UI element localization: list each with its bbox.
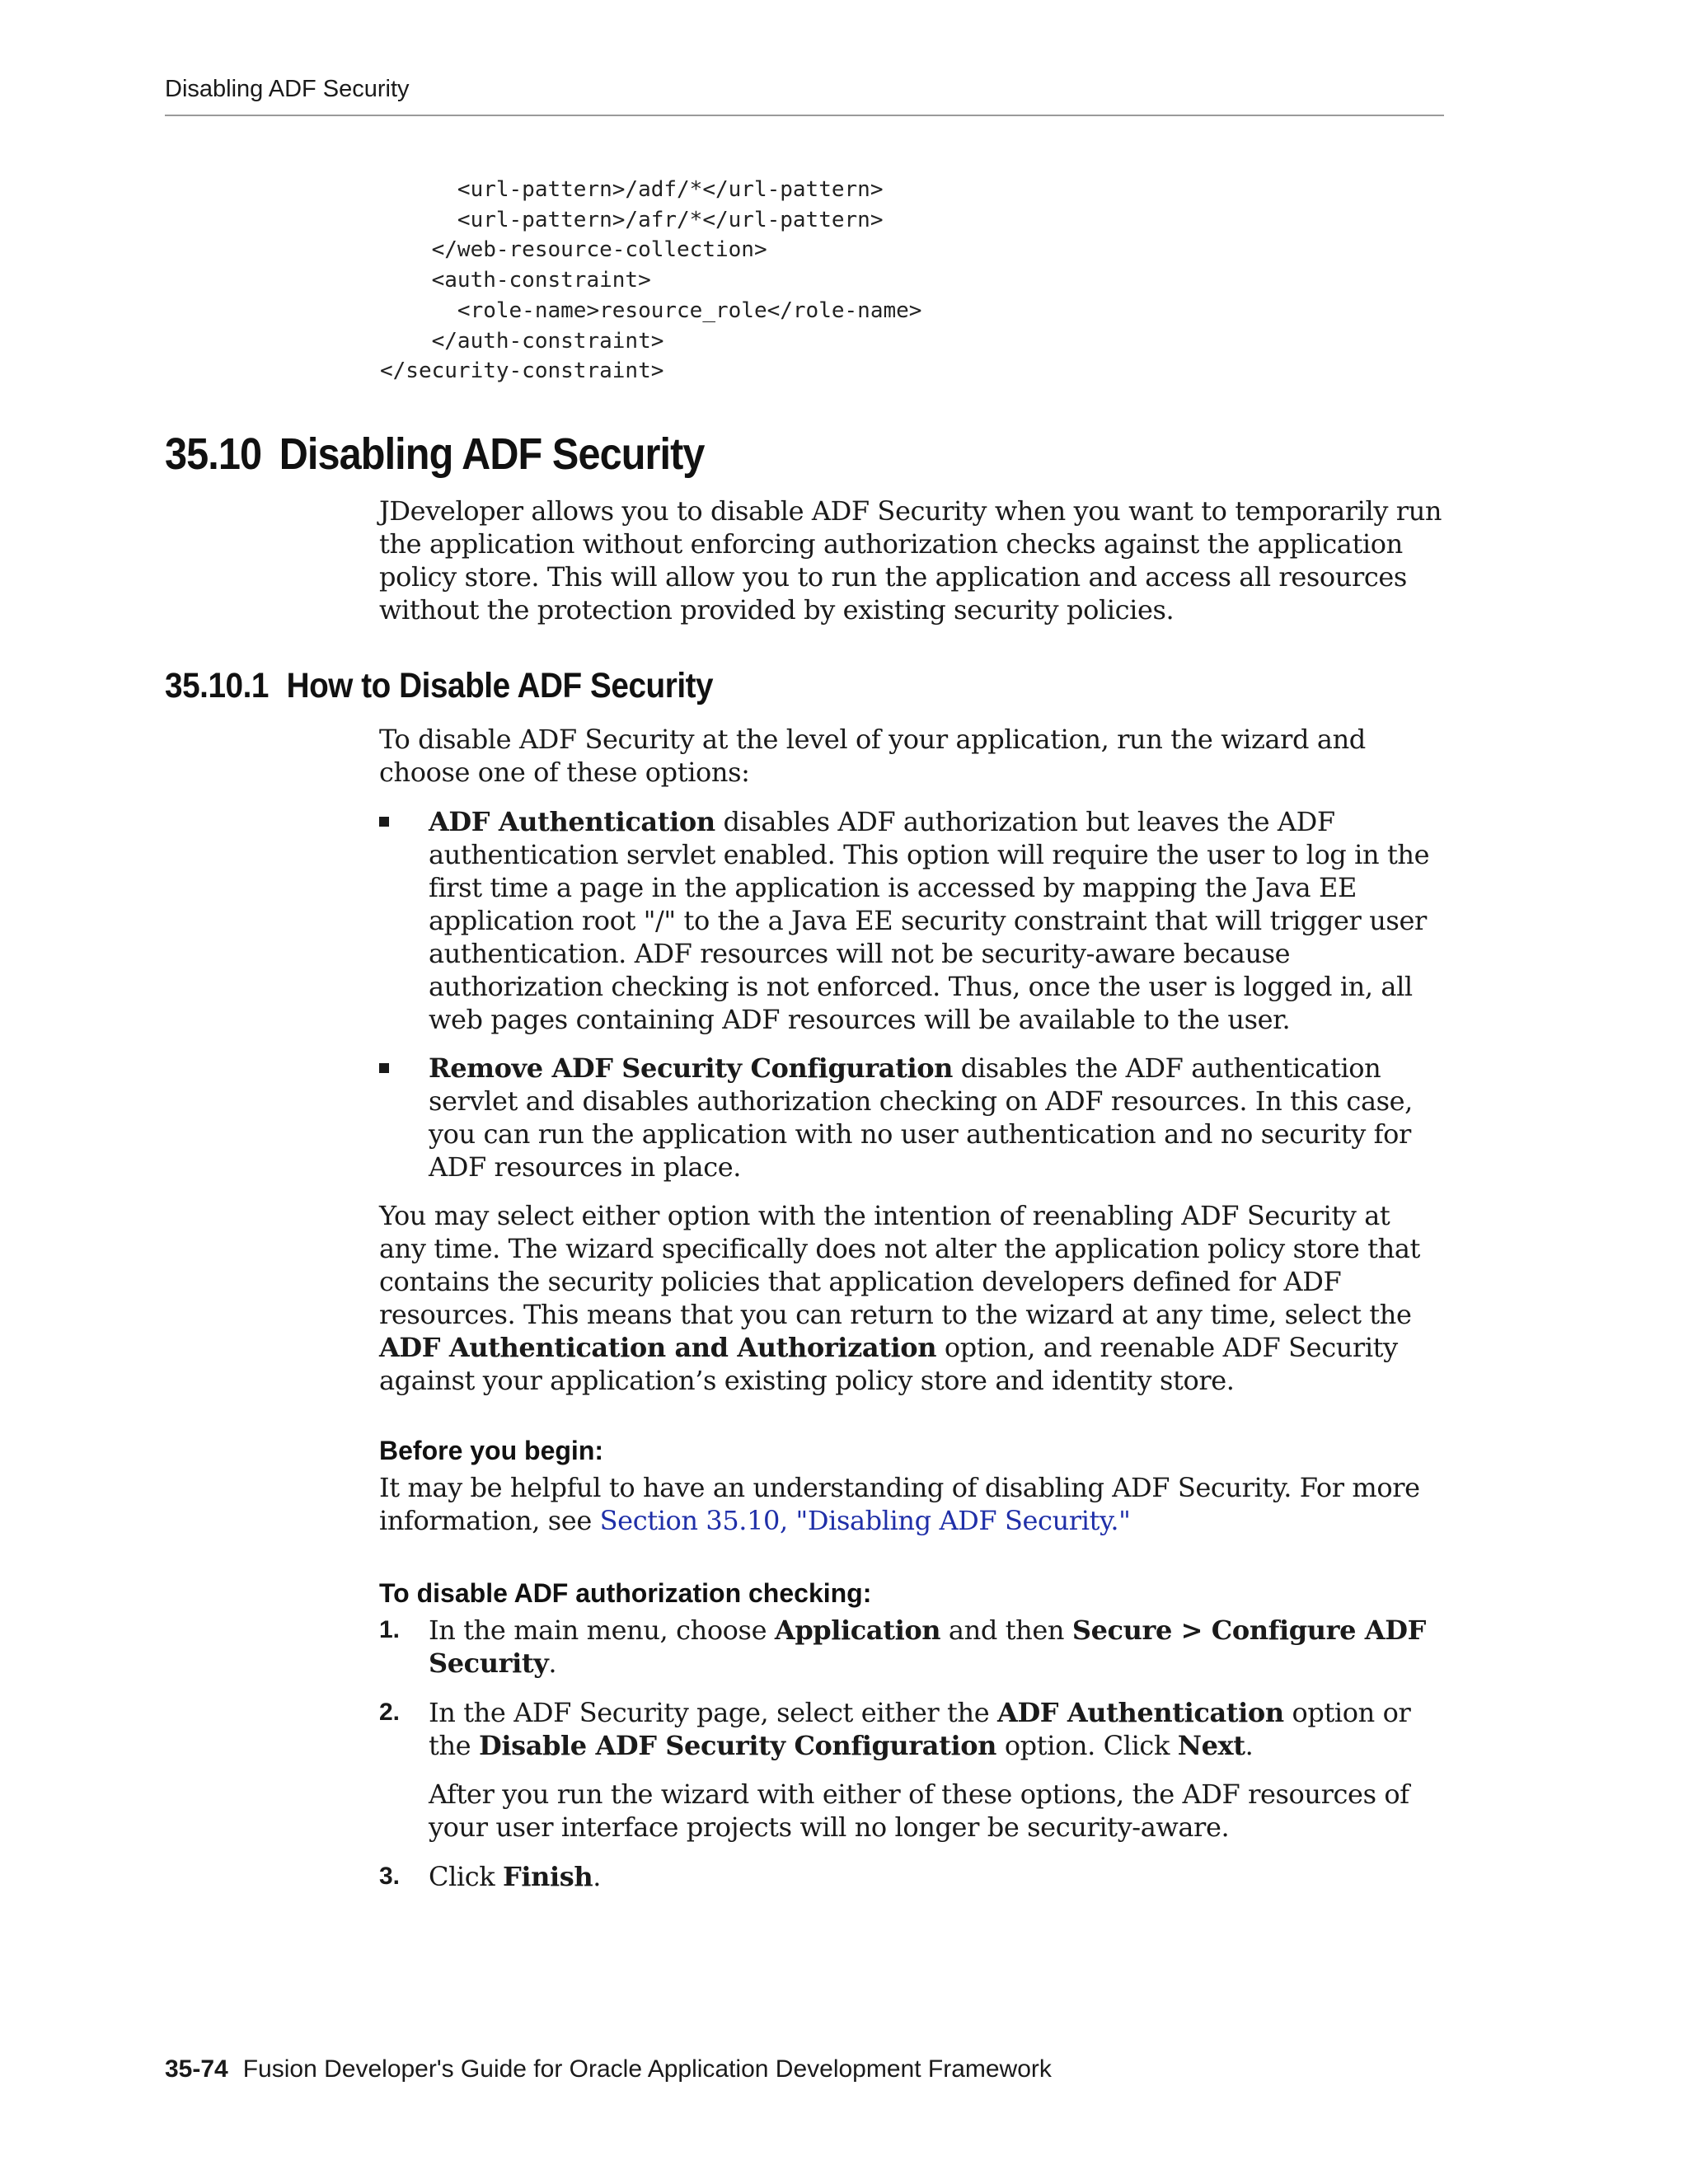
bullet-icon — [379, 817, 389, 827]
option-item — [379, 1052, 1451, 1183]
running-header: Disabling ADF Security — [165, 76, 410, 102]
code-line: <role-name>resource_role</role-name> — [380, 298, 922, 323]
page-footer — [165, 2055, 1052, 2083]
option-term: ADF Authentication — [429, 806, 715, 837]
code-line: <auth-constraint> — [380, 268, 651, 293]
step-number: 3. — [379, 1863, 401, 1890]
before-you-begin-heading: Before you begin: — [379, 1436, 604, 1465]
procedure-step — [379, 1696, 1451, 1844]
subsection-number: 35.10.1 — [165, 666, 269, 705]
book-title: Fusion Developer's Guide for Oracle Application Development Framework — [242, 2055, 1052, 2083]
option-description: disables the ADF authentication servlet and disables authorization checking on ADF resources. In this case, you can run the application with no user authentication and no security for ADF resources in place. — [429, 1052, 1413, 1183]
subsection-heading — [165, 666, 713, 706]
section-heading — [165, 429, 705, 480]
code-line: </web-resource-collection> — [380, 237, 767, 263]
option-term: Remove ADF Security Configuration — [429, 1052, 954, 1084]
procedure-heading: To disable ADF authorization checking: — [379, 1578, 872, 1608]
section-intro: JDeveloper allows you to disable ADF Security when you want to temporarily run the application without enforcing authorization checks against the application policy store. This will allow you to run the application and access all resources without the protection provided by existing security policies. — [379, 495, 1442, 626]
code-line: <url-pattern>/adf/*</url-pattern> — [380, 177, 884, 202]
step-number: 1. — [379, 1616, 401, 1643]
before-you-begin-text: It may be helpful to have an understanding of disabling ADF Security. For more information, see Section 35.10, "Disabling ADF Security." — [379, 1472, 1420, 1536]
procedure-step — [379, 1860, 1451, 1893]
code-line: </auth-constraint> — [380, 328, 664, 354]
section-number: 35.10 — [165, 429, 262, 479]
step-number: 2. — [379, 1699, 401, 1726]
bullet-icon — [379, 1063, 389, 1073]
code-block — [380, 175, 921, 387]
section-link[interactable]: Section 35.10, "Disabling ADF Security." — [599, 1505, 1131, 1536]
section-title: Disabling ADF Security — [279, 429, 705, 479]
option-text — [429, 805, 1451, 1036]
option-description: disables ADF authorization but leaves the ADF authentication servlet enabled. This option will require the user to log in the first time a page in the application is accessed by mapping the Java EE application root "/" to the a Java EE security constraint that will trigger user authentication. ADF resources will not be security-aware because authorization checking is not enforced. Thus, once the user is logged in, all web pages containing ADF resources will be available to the user. — [429, 806, 1430, 1035]
step-note: After you run the wizard with either of these options, the ADF resources of your user interface projects will no longer be security-aware. — [429, 1779, 1409, 1843]
option-text — [429, 1052, 1451, 1183]
option-item — [379, 805, 1451, 1036]
code-line: </security-constraint> — [380, 359, 664, 384]
page-number: 35-74 — [165, 2055, 228, 2083]
step-text: In the main menu, choose Application and then Secure > Configure ADF Security. — [429, 1615, 1426, 1679]
code-line: <url-pattern>/afr/*</url-pattern> — [380, 207, 884, 232]
subsection-title: How to Disable ADF Security — [286, 666, 714, 705]
step-text: Click Finish. — [429, 1861, 602, 1892]
step-text: In the ADF Security page, select either the ADF Authentication option or the Disable ADF Security Configuration option. Click Next. — [429, 1697, 1411, 1761]
header-rule — [165, 115, 1444, 116]
subsection-intro: To disable ADF Security at the level of your application, run the wizard and choose one of these options: — [379, 724, 1366, 788]
reenable-paragraph: You may select either option with the intention of reenabling ADF Security at any time. The wizard specifically does not alter the application policy store that contains the security policies that application developers defined for ADF resources. This means that you can return to the wizard at any time, select the ADF Authentication and Authorization option, and reenable ADF Security against your application’s existing policy store and identity store. — [379, 1200, 1420, 1396]
procedure-step — [379, 1614, 1451, 1680]
